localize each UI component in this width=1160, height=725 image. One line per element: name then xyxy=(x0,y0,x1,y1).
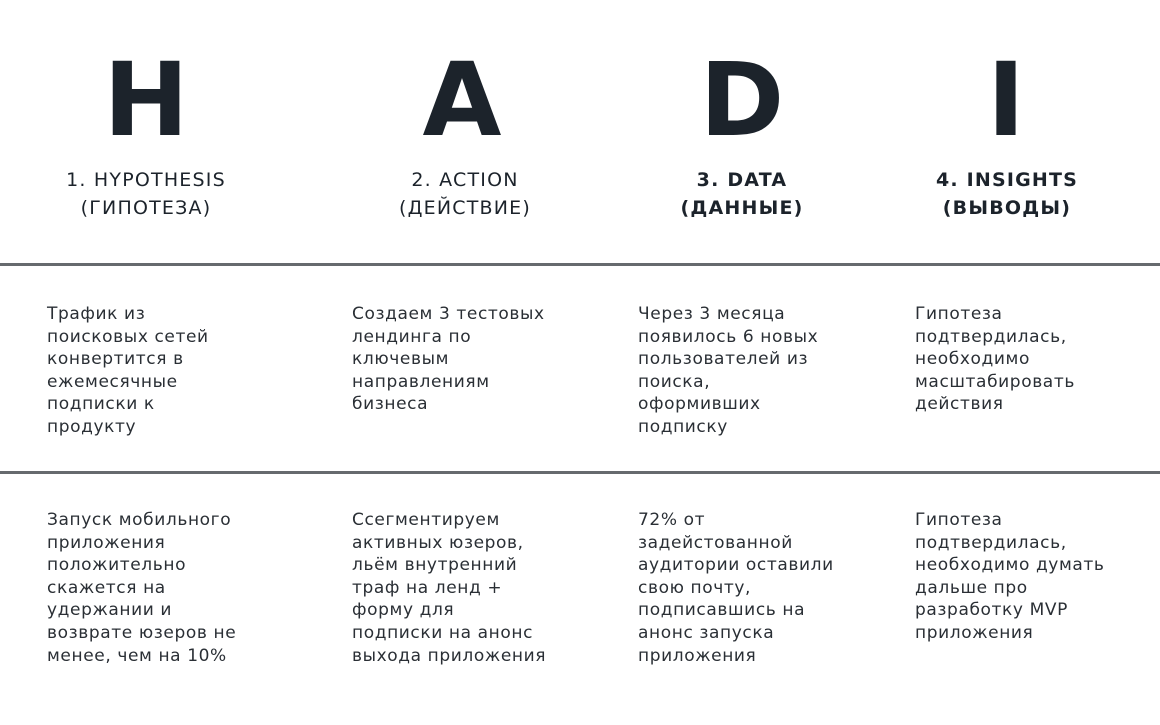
phase-title: 2. ACTION xyxy=(411,169,519,191)
example-2-hypothesis: Запуск мобильного приложения положительно скажется на удержании и возврате юзеров не менее, чем на 10% xyxy=(47,510,237,666)
phase-heading-data xyxy=(622,166,862,222)
example-1-insights: Гипотеза подтвердилась, необходимо масштабировать действия xyxy=(915,304,1075,415)
example-2-action: Ссегментируем активных юзеров, льём внутренний траф на ленд + форму для подписки на анонс выхода приложения xyxy=(352,510,547,666)
example-1-action: Создаем 3 тестовых лендинга по ключевым направлениям бизнеса xyxy=(352,304,545,415)
phase-subtitle: (ДЕЙСТВИЕ) xyxy=(398,197,531,219)
phase-title: 3. DATA xyxy=(696,169,788,191)
example-1-data: Через 3 месяца появилось 6 новых пользователей из поиска, оформивших подписку xyxy=(638,304,819,437)
letter-i: I xyxy=(987,41,1025,160)
phase-subtitle: (ВЫВОДЫ) xyxy=(942,197,1072,219)
letter-d: D xyxy=(699,41,785,160)
phase-heading-insights xyxy=(887,166,1127,222)
letter-a: A xyxy=(422,41,502,160)
divider-top xyxy=(0,263,1160,266)
phase-subtitle: (ДАННЫЕ) xyxy=(680,197,804,219)
phase-heading-hypothesis xyxy=(26,166,266,222)
phase-heading-action xyxy=(345,166,585,222)
example-1-hypothesis: Трафик из поисковых сетей конвертится в ежемесячные подписки к продукту xyxy=(47,304,209,437)
phase-subtitle: (ГИПОТЕЗА) xyxy=(80,197,212,219)
phase-title: 4. INSIGHTS xyxy=(935,169,1079,191)
example-2-insights: Гипотеза подтвердилась, необходимо думать дальше про разработку MVP приложения xyxy=(915,510,1105,643)
example-2-data: 72% от задейстованной аудитории оставили свою почту, подписавшись на анонс запуска приложения xyxy=(638,510,834,666)
letter-h: H xyxy=(103,41,189,160)
divider-middle xyxy=(0,471,1160,474)
phase-title: 1. HYPOTHESIS xyxy=(66,169,226,191)
